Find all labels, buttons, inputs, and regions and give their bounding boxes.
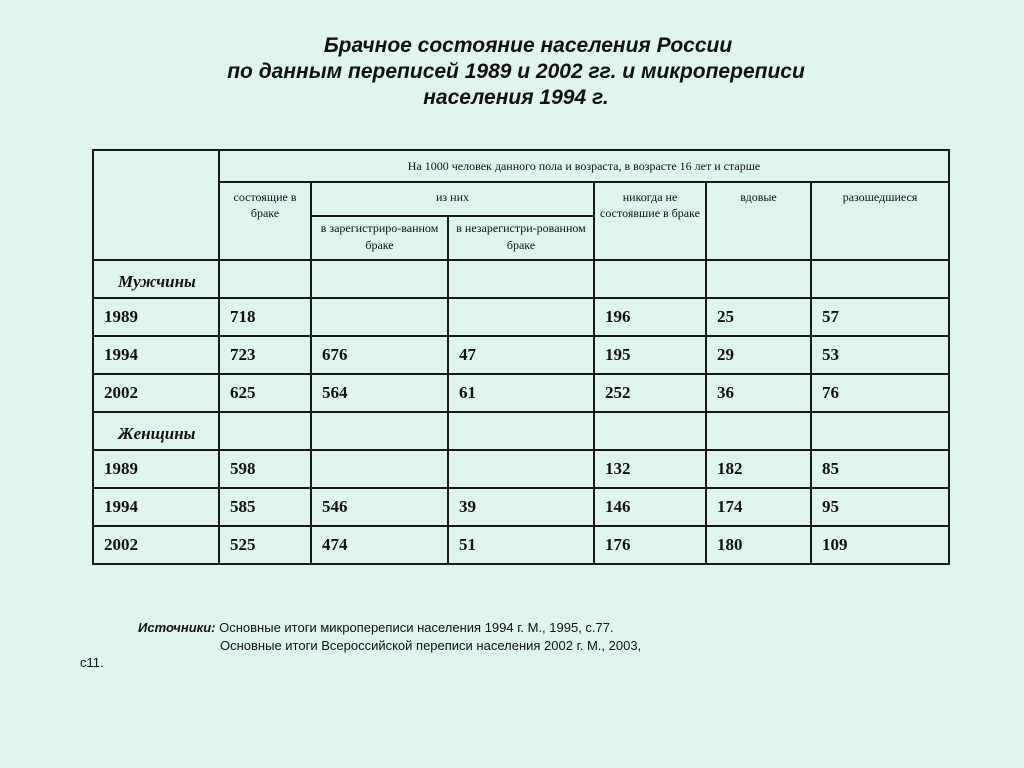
title-line-1: Брачное состояние населения России xyxy=(323,34,733,57)
cell-widowed: 174 xyxy=(706,488,811,526)
cell-never-married: 146 xyxy=(594,488,706,526)
cell-widowed: 36 xyxy=(706,374,811,412)
cell-divorced: 53 xyxy=(811,336,949,374)
cell-married: 598 xyxy=(219,450,311,488)
cell-registered xyxy=(311,450,448,488)
row-year: 1989 xyxy=(93,450,219,488)
cell-widowed: 25 xyxy=(706,298,811,336)
cell-married: 585 xyxy=(219,488,311,526)
row-year: 1994 xyxy=(93,336,219,374)
row-year: 2002 xyxy=(93,526,219,564)
row-year: 1989 xyxy=(93,298,219,336)
header-corner-cell xyxy=(93,150,219,260)
cell-never-married: 132 xyxy=(594,450,706,488)
cell-unregistered xyxy=(448,450,594,488)
cell-unregistered xyxy=(448,298,594,336)
marital-status-table xyxy=(92,149,950,565)
table-row xyxy=(93,488,949,526)
table-row xyxy=(93,374,949,412)
cell-divorced: 57 xyxy=(811,298,949,336)
cell-married: 625 xyxy=(219,374,311,412)
cell-registered xyxy=(311,298,448,336)
section-row-women xyxy=(93,412,949,450)
cell-registered: 546 xyxy=(311,488,448,526)
cell-widowed: 180 xyxy=(706,526,811,564)
cell-unregistered: 51 xyxy=(448,526,594,564)
source-line-2: Основные итоги Всероссийской переписи населения 2002 г. М., 2003, xyxy=(220,638,642,653)
cell-divorced: 76 xyxy=(811,374,949,412)
section-row-men xyxy=(93,260,949,298)
cell-never-married: 195 xyxy=(594,336,706,374)
cell-registered: 564 xyxy=(311,374,448,412)
title-line-3: населения 1994 г. xyxy=(423,86,609,109)
row-year: 1994 xyxy=(93,488,219,526)
cell-married: 723 xyxy=(219,336,311,374)
table-row xyxy=(93,336,949,374)
title-line-2: по данным переписей 1989 и 2002 гг. и микропереписи xyxy=(227,60,805,83)
section-label-men: Мужчины xyxy=(93,260,219,298)
source-line-1 xyxy=(138,618,614,638)
section-label-women: Женщины xyxy=(93,412,219,450)
header-married: состоящие в браке xyxy=(219,182,311,260)
cell-widowed: 29 xyxy=(706,336,811,374)
header-top: На 1000 человек данного пола и возраста, в возрасте 16 лет и старше xyxy=(219,150,949,182)
cell-registered: 474 xyxy=(311,526,448,564)
header-widowed: вдовые xyxy=(706,182,811,260)
cell-never-married: 252 xyxy=(594,374,706,412)
header-never-married: никогда не состоявшие в браке xyxy=(594,182,706,260)
cell-never-married: 176 xyxy=(594,526,706,564)
cell-divorced: 109 xyxy=(811,526,949,564)
cell-divorced: 85 xyxy=(811,450,949,488)
cell-married: 525 xyxy=(219,526,311,564)
cell-unregistered: 61 xyxy=(448,374,594,412)
cell-never-married: 196 xyxy=(594,298,706,336)
source-text-1: Основные итоги микропереписи населения 1994 г. М., 1995, с.77. xyxy=(219,620,614,635)
cell-married: 718 xyxy=(219,298,311,336)
cell-widowed: 182 xyxy=(706,450,811,488)
table-row xyxy=(93,526,949,564)
cell-registered: 676 xyxy=(311,336,448,374)
table-row xyxy=(93,298,949,336)
source-line-3: с11. xyxy=(80,655,104,670)
cell-divorced: 95 xyxy=(811,488,949,526)
header-registered: в зарегистриро-ванном браке xyxy=(311,216,448,260)
header-unregistered: в незарегистри-рованном браке xyxy=(448,216,594,260)
cell-unregistered: 47 xyxy=(448,336,594,374)
cell-unregistered: 39 xyxy=(448,488,594,526)
row-year: 2002 xyxy=(93,374,219,412)
header-divorced: разошедшиеся xyxy=(811,182,949,260)
header-of-them: из них xyxy=(311,182,594,216)
page-title xyxy=(0,33,1024,111)
sources-label: Источники: xyxy=(138,620,216,635)
table-row xyxy=(93,450,949,488)
